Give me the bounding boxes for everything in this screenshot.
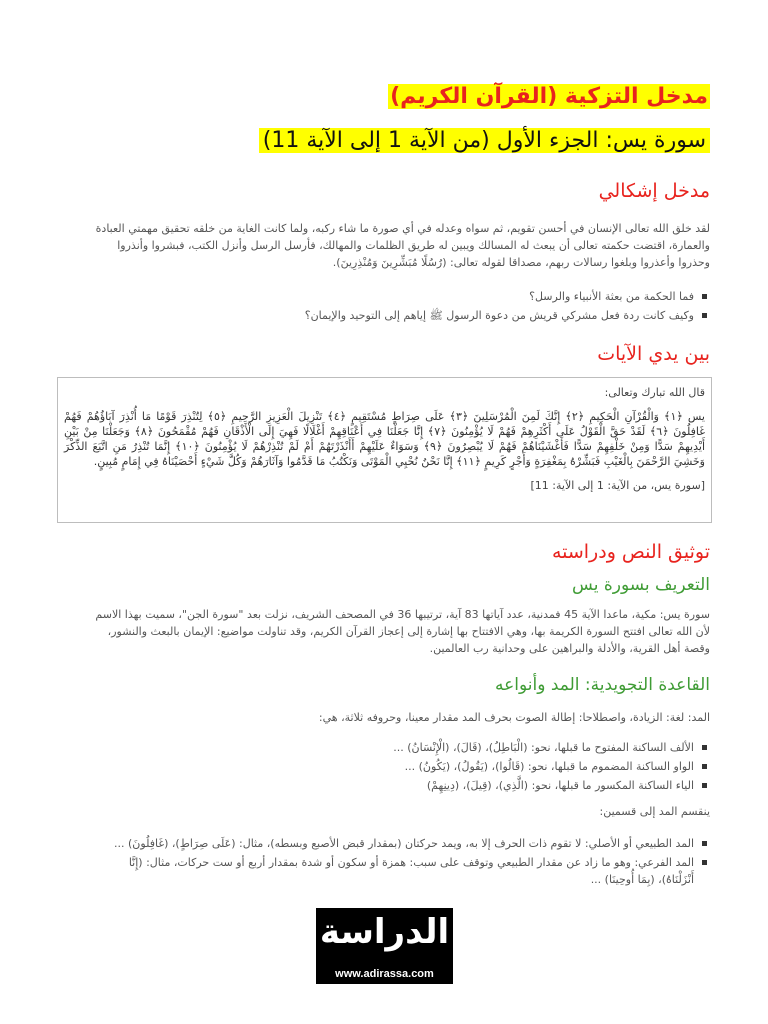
madd-types-list: [95, 835, 710, 890]
adirassa-logo: [316, 908, 453, 984]
question-item: وكيف كانت ردة فعل مشركي قريش من دعوة الرسول ﷺ إياهم إلى التوحيد والإيمان؟: [95, 307, 710, 324]
madd-type-item: المد الطبيعي أو الأصلي: لا تقوم ذات الحرف إلا به، ويمد حركتان (بمقدار قبض الأصبع وبسطه)، مثال: (عَلَى صِرَاطٍ)، (غَافِلُونَ) ...: [95, 835, 710, 852]
tajweed-heading: القاعدة التجويدية: المد وأنواعه: [495, 675, 710, 695]
logo-url: www.adirassa.com: [335, 968, 434, 980]
madd-letter-item: الواو الساكنة المضموم ما قبلها، نحو: (قَالُوا)، (يَقُولُ)، (يَكُونُ) ...: [95, 758, 710, 775]
verses-intro: قال الله تبارك وتعالى:: [604, 386, 705, 399]
madd-letter-item: الياء الساكنة المكسور ما قبلها، نحو: (الَّذِي)، (قِيلَ)، (دِينِهِمْ): [95, 777, 710, 794]
madd-letter-item: الألف الساكنة المفتوح ما قبلها، نحو: (الْبَاطِلُ)، (قَالَ)، (الْإِنْسَانُ) ...: [95, 739, 710, 756]
madd-letters-list: [95, 739, 710, 796]
madd-definition: المد: لغة: الزيادة، واصطلاحا: إطالة الصوت بحرف المد مقدار معينا، وحروفه ثلاثة، هي:: [318, 711, 710, 724]
study-heading: توثيق النص ودراسته: [551, 541, 710, 563]
madd-division: ينقسم المد إلى قسمين:: [599, 805, 710, 818]
lesson-subtitle: سورة يس: الجزء الأول (من الآية 1 إلى الآية 11): [95, 128, 710, 153]
surah-intro-heading: التعريف بسورة يس: [572, 575, 710, 595]
madd-type-item: المد الفرعي: وهو ما زاد عن مقدار الطبيعي وتوقف على سبب: همزة أو سكون أو شدة بمقدار أربع أو ست حركات، مثال: (إِنَّا أَنْزَلْنَاهُ)، (بِمَا أُوحِينَا) ...: [95, 854, 710, 888]
problem-heading: مدخل إشكالي: [598, 180, 710, 202]
problem-questions: [95, 288, 710, 326]
problem-paragraph: لقد خلق الله تعالى الإنسان في أحسن تقويم، ثم سواه وعدله في أي صورة ما شاء ركبه، ولما كانت الغاية من خلقه تحقيق مهمتي العبادة والعمارة، اقتضت حكمته تعالى أن يبعث له المسالك ويبين له طريق الظلمات والمهالك، فأرسل الرسل وأنزل الكتب، فبشروا وأنذروا وحذروا وأعذروا وبلغوا رسالات ربهم، مصداقا لقوله تعالى: (رُسُلًا مُبَشِّرِينَ وَمُنْذِرِينَ).: [95, 222, 710, 269]
verses-text: يس ﴿١﴾ وَالْقُرْآنِ الْحَكِيمِ ﴿٢﴾ إِنَّكَ لَمِنَ الْمُرْسَلِينَ ﴿٣﴾ عَلَى صِرَاطٍ مُسْتَقِيمٍ ﴿٤﴾ تَنْزِيلَ الْعَزِيزِ الرَّحِيمِ ﴿٥﴾ لِتُنْذِرَ قَوْمًا مَا أُنْذِرَ آبَاؤُهُمْ فَهُمْ غَافِلُونَ ﴿٦﴾ لَقَدْ حَقَّ الْقَوْلُ عَلَى أَكْثَرِهِمْ فَهُمْ لَا يُؤْمِنُونَ ﴿٧﴾ إِنَّا جَعَلْنَا فِي أَعْنَاقِهِمْ أَغْلَالًا فَهِيَ إِلَى الْأَذْقَانِ فَهُمْ مُقْمَحُونَ ﴿٨﴾ وَجَعَلْنَا مِنْ بَيْنِ أَيْدِيهِمْ سَدًّا وَمِنْ خَلْفِهِمْ سَدًّا فَأَغْشَيْنَاهُمْ فَهُمْ لَا يُبْصِرُونَ ﴿٩﴾ وَسَوَاءٌ عَلَيْهِمْ أَأَنْذَرْتَهُمْ أَمْ لَمْ تُنْذِرْهُمْ لَا يُؤْمِنُونَ ﴿١٠﴾ إِنَّمَا تُنْذِرُ مَنِ اتَّبَعَ الذِّكْرَ وَخَشِيَ الرَّحْمَنَ بِالْغَيْبِ فَبَشِّرْهُ بِمَغْفِرَةٍ وَأَجْرٍ كَرِيمٍ ﴿١١﴾ إِنَّا نَحْنُ نُحْيِي الْمَوْتَى وَنَكْتُبُ مَا قَدَّمُوا وَآثَارَهُمْ وَكُلَّ شَيْءٍ أَحْصَيْنَاهُ فِي إِمَامٍ مُبِينٍ.: [64, 410, 705, 468]
verses-heading: بين يدي الآيات: [597, 343, 710, 365]
main-title: مدخل التزكية (القرآن الكريم): [390, 84, 708, 109]
question-item: فما الحكمة من بعثة الأنبياء والرسل؟: [95, 288, 710, 305]
logo-text: الدراسة: [319, 912, 450, 952]
verses-box: [57, 377, 712, 523]
surah-intro-paragraph: سورة يس: مكية، ماعدا الآية 45 فمدنية، عدد آياتها 83 آية، ترتيبها 36 في المصحف الشريف، نزلت بعد "سورة الجن"، سميت بهذا الاسم لأن الله تعالى افتتح السورة الكريمة بها، وهي الافتتاح بها إشارة إلى إعجاز القرآن الكريم، وقد تناولت مواضيع: الإيمان بالبعث والنشور، وقصة أهل القرية، والأدلة والبراهين على وحدانية رب العالمين.: [95, 608, 710, 655]
verses-reference: [سورة يس، من الآية: 1 إلى الآية: 11]: [530, 479, 705, 492]
